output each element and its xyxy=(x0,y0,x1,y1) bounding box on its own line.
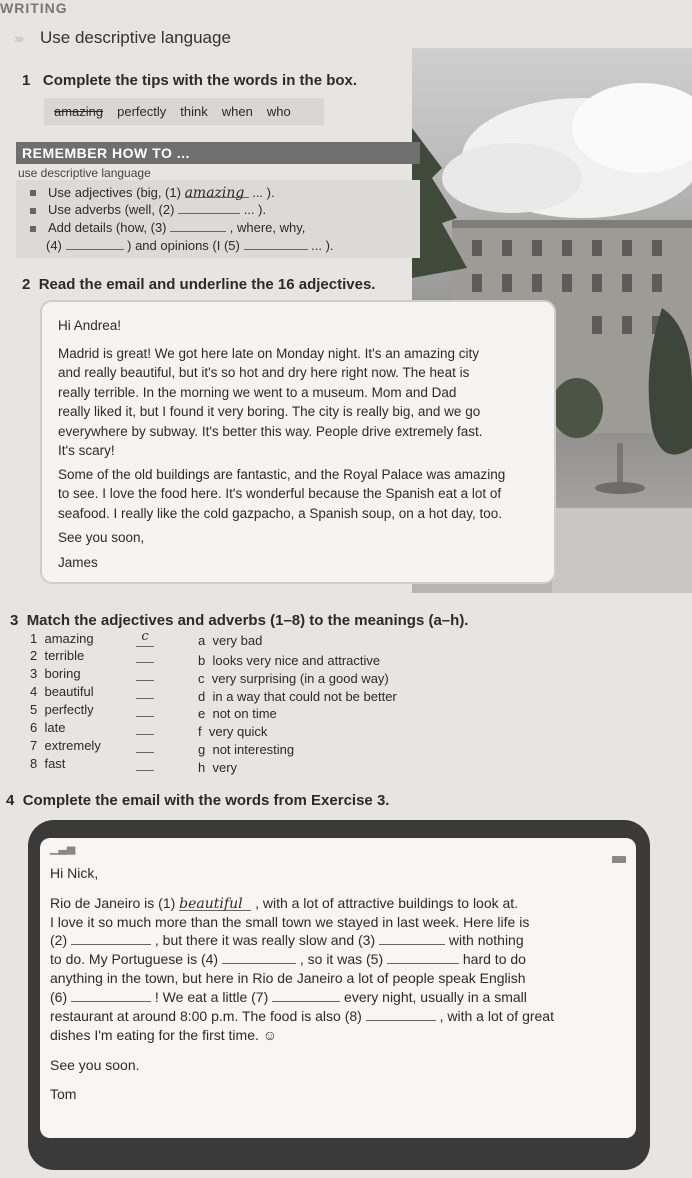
meaning-letter: a xyxy=(198,633,206,648)
item-number: 7 xyxy=(30,738,38,753)
tip-line-1 xyxy=(48,185,275,201)
section-subtitle: Use descriptive language xyxy=(40,28,231,47)
exercise-instruction: Read the email and underline the 16 adjectives. xyxy=(38,276,376,293)
email-text: Rio de Janeiro is (1) xyxy=(50,895,176,911)
match-answer-6[interactable] xyxy=(136,734,154,735)
email-line: seafood. I really like the cold gazpacho, a Spanish soup, on a hot day, too. xyxy=(58,505,503,521)
email-line: really terrible. In the morning we went to a museum. Mom and Dad xyxy=(58,384,457,400)
email-line-4 xyxy=(50,950,526,970)
email-line: Some of the old buildings are fantastic, and the Royal Palace was amazing xyxy=(58,466,506,482)
email-line-5: anything in the town, but here in Rio de Janeiro a lot of people speak English xyxy=(50,970,526,986)
email-line: really liked it, but I found it very boring. The city is really big, and we go xyxy=(58,404,481,419)
word-box-item: amazing xyxy=(54,104,104,119)
exercise-instruction: Complete the email with the words from Exercise 3. xyxy=(22,792,390,809)
tip-line-2 xyxy=(48,202,266,218)
email-text: with nothing xyxy=(448,932,524,948)
match-answer-8[interactable] xyxy=(136,770,154,771)
answer-blank-5[interactable] xyxy=(244,238,308,250)
email-greeting: Hi Andrea! xyxy=(58,318,122,333)
tip-text: Use adverbs (well, (2) xyxy=(48,202,175,217)
answer-blank-2[interactable] xyxy=(178,202,240,214)
match-meaning xyxy=(198,723,267,741)
email-greeting: Hi Nick, xyxy=(50,865,99,881)
match-meaning xyxy=(198,632,262,650)
email-line-1 xyxy=(50,894,518,914)
meaning-text: not interesting xyxy=(212,742,295,757)
gap-4[interactable] xyxy=(222,952,296,964)
tip-text: ... ). xyxy=(243,202,267,217)
email-line: It's scary! xyxy=(58,443,115,458)
remember-heading: REMEMBER HOW TO ... xyxy=(16,142,420,164)
exercise-3-title xyxy=(10,612,468,629)
section-heading: WRITING xyxy=(0,0,68,16)
email-text: ! We eat a little (7) xyxy=(154,989,269,1005)
word-box xyxy=(44,98,324,125)
email-signoff: See you soon. xyxy=(50,1057,140,1073)
gap-3[interactable] xyxy=(379,933,445,945)
match-meaning xyxy=(198,759,237,777)
meaning-letter: e xyxy=(198,706,206,721)
gap-5[interactable] xyxy=(387,952,459,964)
email-text: (6) xyxy=(50,989,68,1005)
meaning-letter: f xyxy=(198,724,202,739)
exercise-number: 2 xyxy=(22,276,31,293)
exercise-instruction: Complete the tips with the words in the box. xyxy=(42,72,358,89)
email-text: , with a lot of attractive buildings to look at. xyxy=(255,895,519,911)
email-line-3 xyxy=(50,931,524,951)
match-meaning xyxy=(198,741,294,759)
email-text: to do. My Portuguese is (4) xyxy=(50,951,219,967)
item-number: 4 xyxy=(30,684,38,699)
item-word: late xyxy=(44,720,66,735)
email-text: , with a lot of great xyxy=(439,1008,554,1024)
remember-subheading: use descriptive language xyxy=(18,166,151,180)
match-answer-2[interactable] xyxy=(136,662,154,663)
gap-7[interactable] xyxy=(272,990,340,1002)
answer-blank-1[interactable]: amazing xyxy=(185,186,249,198)
tip-text: Add details (how, (3) xyxy=(48,220,167,235)
chevron-icon: ››› xyxy=(14,30,22,46)
tip-text: , where, why, xyxy=(229,220,306,235)
match-answer-4[interactable] xyxy=(136,698,154,699)
meaning-text: very xyxy=(212,760,238,775)
exercise-number: 4 xyxy=(6,792,15,809)
word-box-item: when xyxy=(221,104,253,119)
item-word: fast xyxy=(44,756,66,771)
match-answer-3[interactable] xyxy=(136,680,154,681)
item-number: 8 xyxy=(30,756,38,771)
email-text: every night, usually in a small xyxy=(344,989,527,1005)
gap-6[interactable] xyxy=(71,990,151,1002)
email-line-8: dishes I'm eating for the first time. ☺ xyxy=(50,1027,278,1043)
item-word: amazing xyxy=(44,631,94,646)
email-text: hard to do xyxy=(462,951,526,967)
item-word: boring xyxy=(44,666,81,681)
answer-blank-3[interactable] xyxy=(170,220,226,232)
match-answer-1[interactable]: c xyxy=(136,628,154,647)
tip-text: (4) xyxy=(46,238,62,253)
exercise-2-title xyxy=(22,276,375,293)
item-word: perfectly xyxy=(44,702,94,717)
match-answer-5[interactable] xyxy=(136,716,154,717)
meaning-text: very bad xyxy=(212,633,263,648)
item-word: beautiful xyxy=(44,684,94,699)
meaning-letter: d xyxy=(198,689,206,704)
email-text: , but there it was really slow and (3) xyxy=(154,932,376,948)
meaning-text: not on time xyxy=(212,706,277,721)
match-item xyxy=(30,719,65,737)
email-line: and really beautiful, but it's so hot and dry here right now. The heat is xyxy=(58,365,470,380)
match-item xyxy=(30,683,94,701)
tip-text: ... ). xyxy=(252,185,275,200)
tip-text: ) and opinions (I (5) xyxy=(127,238,240,253)
item-word: terrible xyxy=(44,648,85,663)
matching-exercise xyxy=(30,630,690,780)
bullet-icon xyxy=(30,226,36,232)
meaning-letter: c xyxy=(198,671,205,686)
match-item xyxy=(30,755,65,773)
gap-1[interactable]: beautiful xyxy=(179,895,251,911)
meaning-text: very surprising (in a good way) xyxy=(211,671,389,686)
match-meaning xyxy=(198,652,380,670)
email-line: everywhere by subway. It's better this way. People drive extremely fast. xyxy=(58,423,483,439)
bullet-icon xyxy=(30,190,36,196)
meaning-letter: h xyxy=(198,760,206,775)
match-answer-7[interactable] xyxy=(136,752,154,753)
battery-icon xyxy=(612,856,626,863)
email-text: (2) xyxy=(50,932,68,948)
word-box-item: think xyxy=(180,104,208,119)
tip-line-3 xyxy=(48,220,305,236)
word-box-item: who xyxy=(266,104,291,119)
match-item xyxy=(30,647,84,665)
email-line-2: I love it so much more than the small town we stayed in last week. Here life is xyxy=(50,914,530,930)
meaning-text: very quick xyxy=(208,724,268,739)
match-meaning xyxy=(198,705,277,723)
email-text: restaurant at around 8:00 p.m. The food is also (8) xyxy=(50,1008,362,1024)
exercise-instruction: Match the adjectives and adverbs (1–8) to the meanings (a–h). xyxy=(26,612,469,629)
answer-blank-4[interactable] xyxy=(66,238,124,250)
item-number: 1 xyxy=(30,631,38,646)
email-card-nick xyxy=(40,838,636,1138)
email-line: Madrid is great! We got here late on Monday night. It's an amazing city xyxy=(58,345,480,361)
meaning-text: looks very nice and attractive xyxy=(212,653,381,668)
word-box-item: perfectly xyxy=(117,104,167,119)
exercise-number: 1 xyxy=(22,72,31,89)
tip-text: Use adjectives (big, (1) xyxy=(48,185,181,200)
signal-icon: ▁▃▅ xyxy=(50,843,76,855)
item-number: 2 xyxy=(30,648,38,663)
email-signoff: See you soon, xyxy=(58,530,145,545)
item-number: 3 xyxy=(30,666,38,681)
meaning-text: in a way that could not be better xyxy=(212,689,397,704)
exercise-1-title xyxy=(22,72,357,89)
bullet-icon xyxy=(30,208,36,214)
match-meaning xyxy=(198,670,389,688)
gap-2[interactable] xyxy=(71,933,151,945)
gap-8[interactable] xyxy=(366,1009,436,1021)
match-item xyxy=(30,701,94,719)
match-item xyxy=(30,737,101,755)
item-number: 5 xyxy=(30,702,38,717)
tip-text: ... ). xyxy=(311,238,334,253)
email-line-6 xyxy=(50,988,527,1008)
match-meaning xyxy=(198,688,397,706)
email-line-7 xyxy=(50,1007,554,1027)
match-item xyxy=(30,665,81,683)
email-signature: Tom xyxy=(50,1086,77,1102)
meaning-letter: g xyxy=(198,742,206,757)
remember-tips xyxy=(16,180,420,258)
item-number: 6 xyxy=(30,720,38,735)
exercise-4-title xyxy=(6,792,389,809)
email-card-andrea xyxy=(40,300,556,584)
email-text: , so it was (5) xyxy=(299,951,384,967)
email-line: to see. I love the food here. It's wonderful because the Spanish eat a lot of xyxy=(58,486,502,501)
meaning-letter: b xyxy=(198,653,206,668)
item-word: extremely xyxy=(44,738,101,753)
email-signature: James xyxy=(58,554,98,570)
match-item xyxy=(30,630,94,648)
tip-line-4 xyxy=(46,238,334,254)
exercise-number: 3 xyxy=(10,612,19,629)
